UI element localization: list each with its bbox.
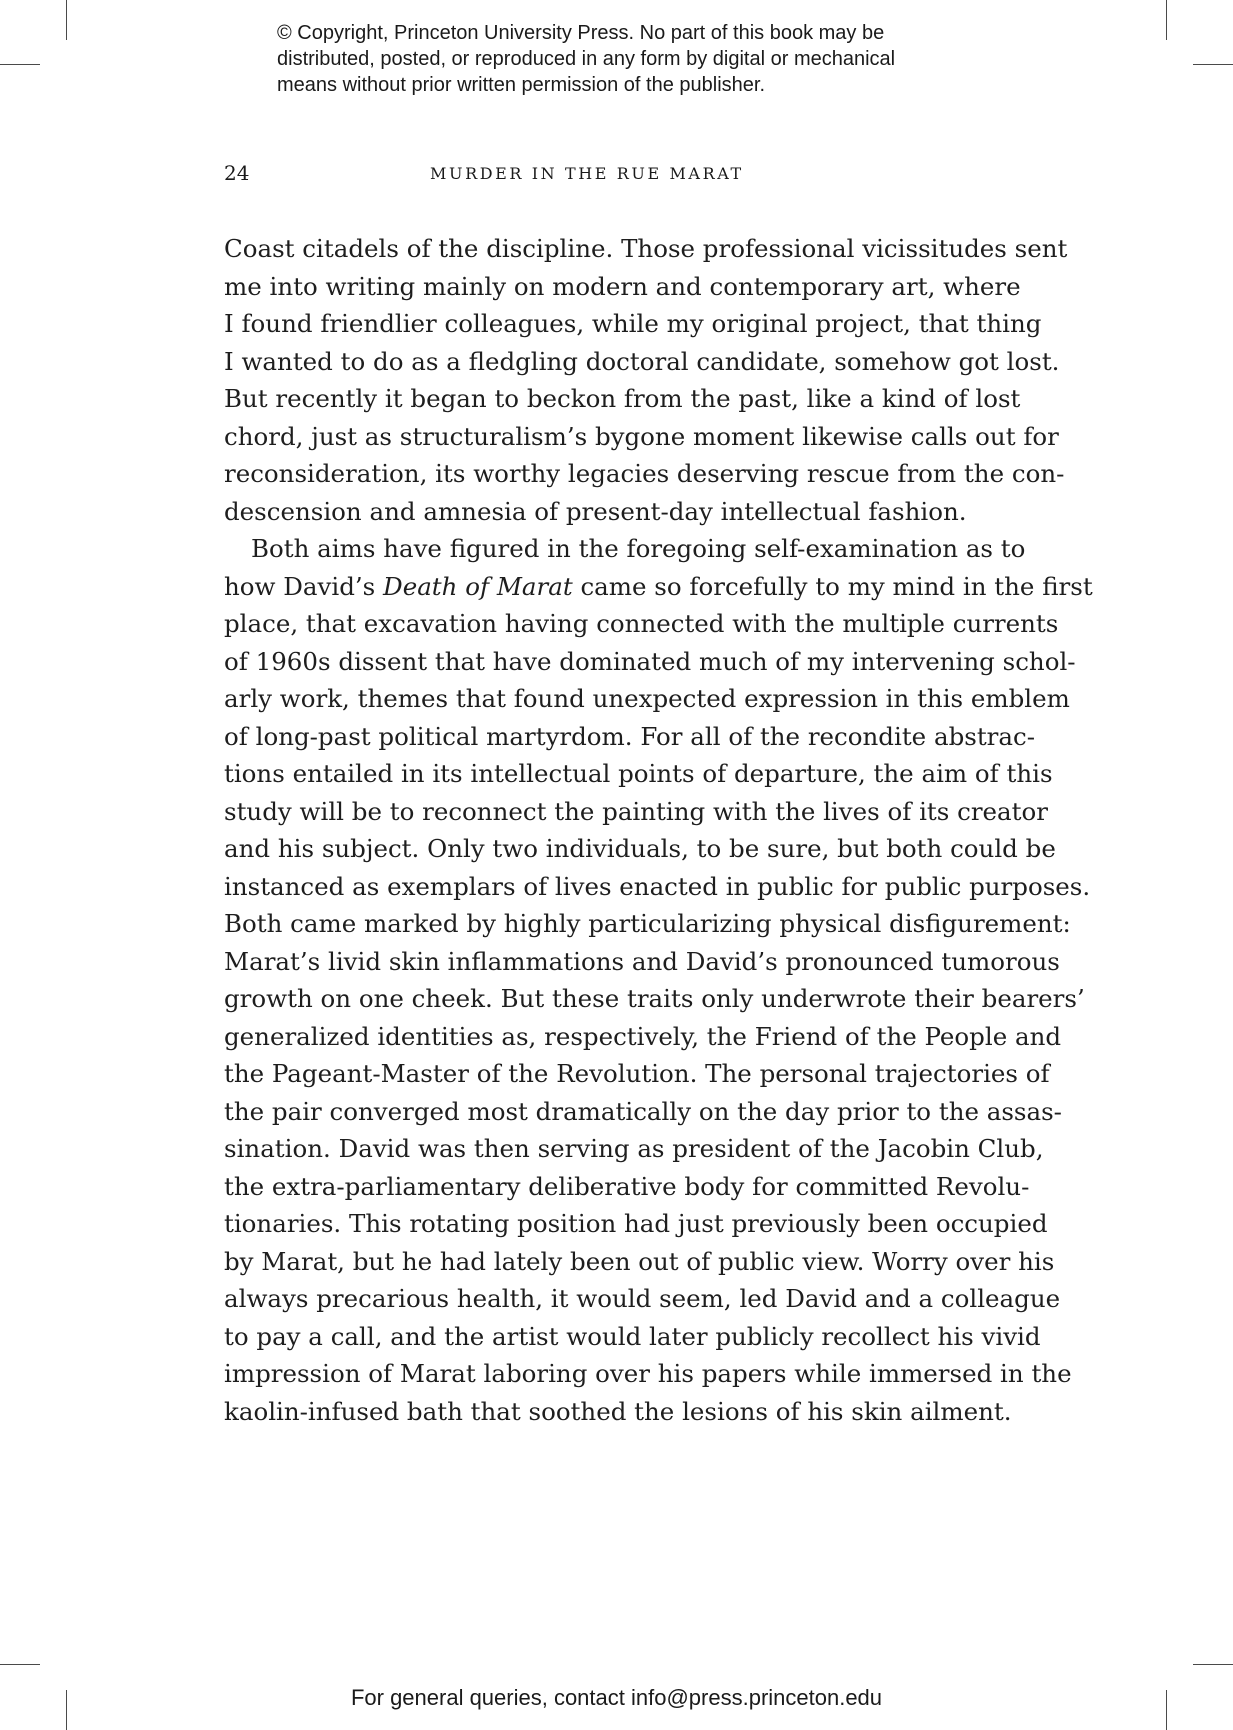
crop-mark-left-top <box>0 64 40 65</box>
text-line: Both aims have figured in the foregoing self-examination as to <box>251 534 1026 563</box>
text-line: the Pageant-Master of the Revolution. The personal trajectories of <box>224 1059 1050 1088</box>
text-line: kaolin-infused bath that soothed the lesions of his skin ailment. <box>224 1396 1012 1426</box>
text-line: arly work, themes that found unexpected expression in this emblem <box>224 684 1070 713</box>
text-line <box>224 568 1093 606</box>
text-line: descension and amnesia of present-day intellectual fashion. <box>224 496 967 526</box>
running-head: MURDER IN THE RUE MARAT <box>430 164 744 183</box>
paragraph-1 <box>224 230 1068 530</box>
text-line: reconsideration, its worthy legacies deserving rescue from the con- <box>224 459 1065 488</box>
text-line: impression of Marat laboring over his papers while immersed in the <box>224 1359 1072 1388</box>
paragraph-2 <box>224 530 1093 1430</box>
text-line: growth on one cheek. But these traits only underwrote their bearers’ <box>224 984 1085 1013</box>
copyright-line: © Copyright, Princeton University Press. No part of this book may be <box>277 22 885 44</box>
crop-mark-right-top <box>1193 64 1233 65</box>
footer-contact: For general queries, contact info@press.princeton.edu <box>350 1685 883 1710</box>
crop-mark-right-bottom <box>1193 1664 1233 1665</box>
crop-mark-left-bottom <box>0 1664 40 1665</box>
text-line: sination. David was then serving as president of the Jacobin Club, <box>224 1134 1044 1163</box>
copyright-notice <box>277 20 977 98</box>
text-line: But recently it began to beckon from the past, like a kind of lost <box>224 384 1021 413</box>
text-line: tions entailed in its intellectual points of departure, the aim of this <box>224 759 1053 788</box>
text-line: and his subject. Only two individuals, to be sure, but both could be <box>224 834 1056 863</box>
copyright-line: distributed, posted, or reproduced in any form by digital or mechanical <box>277 48 896 70</box>
text-line: of long-past political martyrdom. For all of the recondite abstrac- <box>224 721 1035 751</box>
text-line: the pair converged most dramatically on the day prior to the assas- <box>224 1096 1062 1126</box>
text-line: of 1960s dissent that have dominated much of my intervening schol- <box>224 646 1076 676</box>
text-line: instanced as exemplars of lives enacted in public for public purposes. <box>224 871 1091 901</box>
text-line: tionaries. This rotating position had just previously been occupied <box>224 1209 1048 1238</box>
text-line: to pay a call, and the artist would later publicly recollect his vivid <box>224 1321 1041 1351</box>
crop-mark-top-left <box>66 0 67 40</box>
text-run: came so forcefully to my mind in the first <box>572 571 1093 601</box>
text-line: Coast citadels of the discipline. Those professional vicissitudes sent <box>224 234 1068 263</box>
crop-mark-top-right <box>1166 0 1167 40</box>
text-line: always precarious health, it would seem, led David and a colleague <box>224 1284 1061 1313</box>
text-line: Marat’s livid skin inflammations and David’s pronounced tumorous <box>224 946 1060 976</box>
text-line: chord, just as structuralism’s bygone moment likewise calls out for <box>224 421 1059 451</box>
page-number: 24 <box>224 161 250 185</box>
text-line: I found friendlier colleagues, while my original project, that thing <box>224 309 1042 338</box>
artwork-title: Death of Marat <box>383 571 573 601</box>
text-line: by Marat, but he had lately been out of public view. Worry over his <box>224 1246 1055 1276</box>
body-text <box>224 230 1093 1430</box>
copyright-line: means without prior written permission of the publisher. <box>277 74 766 96</box>
text-run: how David’s <box>224 571 384 601</box>
text-line: generalized identities as, respectively, the Friend of the People and <box>224 1021 1062 1051</box>
text-line: place, that excavation having connected with the multiple currents <box>224 609 1059 638</box>
text-line: the extra-parliamentary deliberative body for committed Revolu- <box>224 1171 1030 1201</box>
text-line: I wanted to do as a fledgling doctoral candidate, somehow got lost. <box>224 346 1060 376</box>
text-line: me into writing mainly on modern and contemporary art, where <box>224 271 1021 301</box>
text-line: study will be to reconnect the painting with the lives of its creator <box>224 796 1048 826</box>
text-line: Both came marked by highly particularizing physical disfigurement: <box>224 909 1071 938</box>
